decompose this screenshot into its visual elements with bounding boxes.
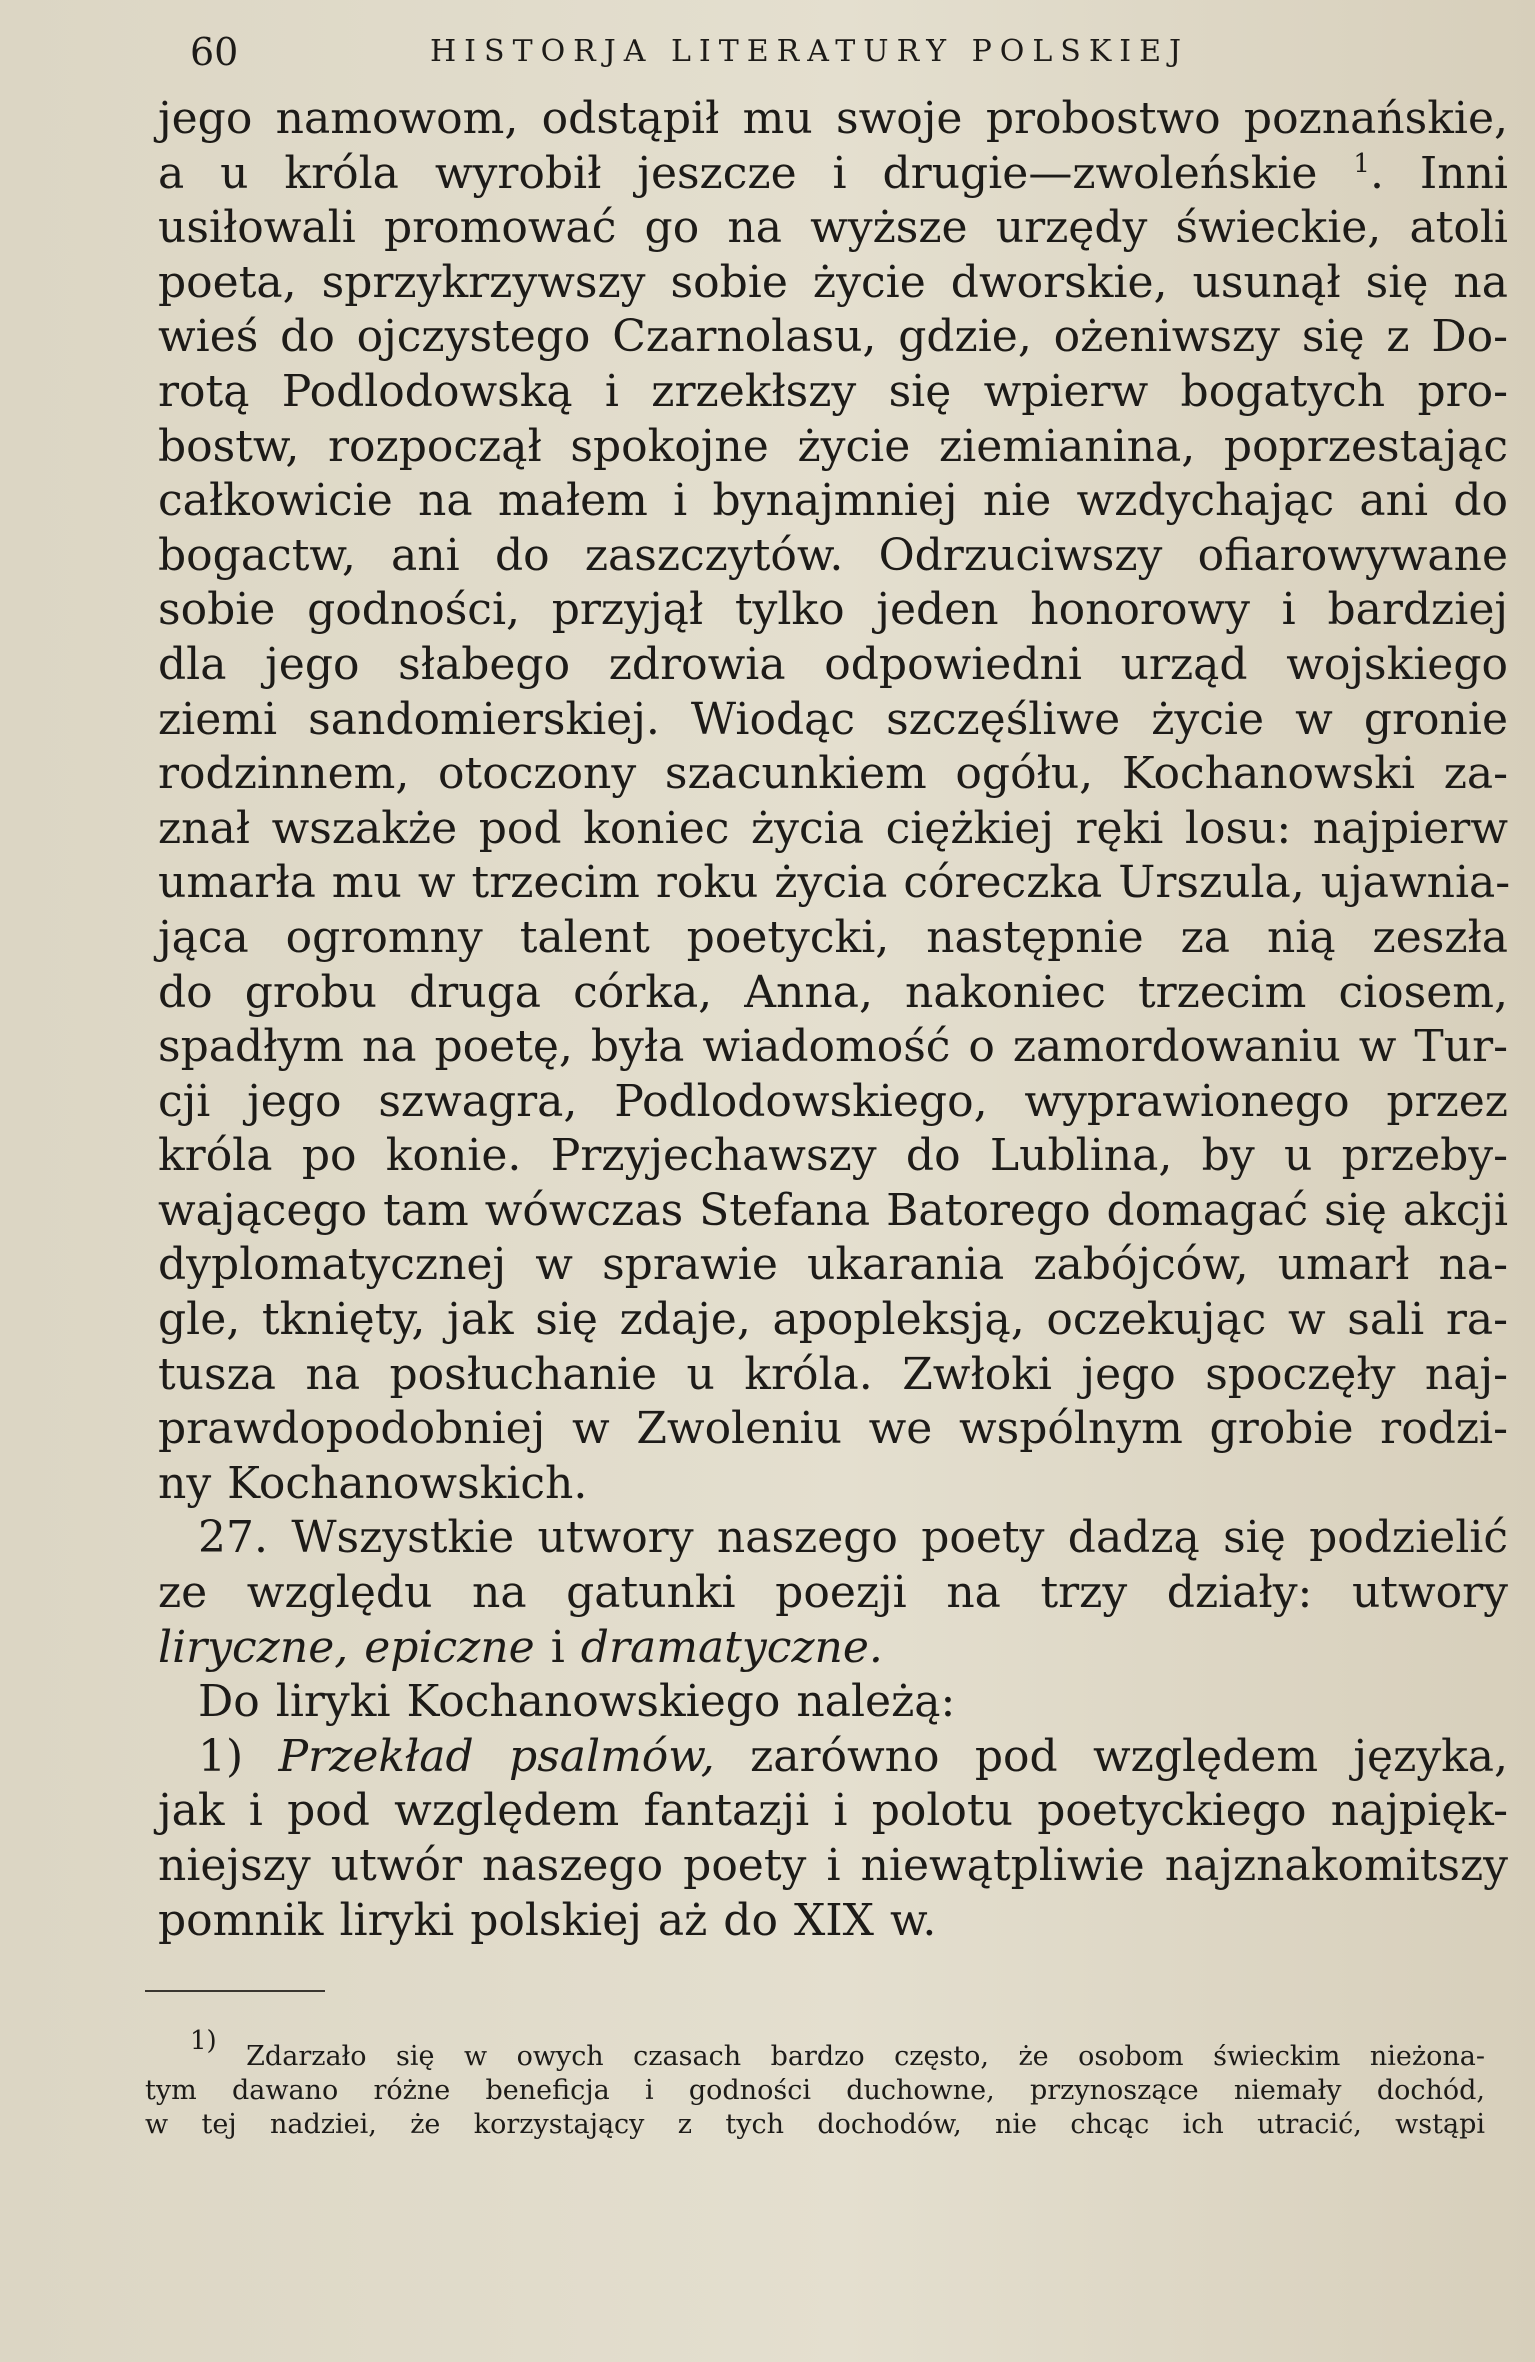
biography-line: jego namowom, odstąpił mu swoje probostwo poznańskie,	[158, 93, 1508, 144]
work-title-psalms: Przekład psalmów,	[278, 1730, 715, 1782]
footnote-line-3: w tej nadziei, że korzystający z tych dochodów, nie chcąc ich utracić, wstąpi	[145, 2109, 1485, 2140]
item-psalms-line-4: pomnik liryki polskiej aż do XIX w.	[158, 1894, 937, 1946]
biography-line: dla jego słabego zdrowia odpowiedni urząd wojskiego	[158, 638, 1508, 690]
footnote-rule	[145, 1990, 325, 1992]
page-number: 60	[190, 30, 239, 74]
footnote-line-2: tym dawano różne beneficja i godności duchowne, przynoszące niemały dochód,	[145, 2075, 1485, 2106]
biography-line: usiłowali promować go na wyższe urzędy świeckie, atoli	[158, 202, 1508, 254]
genre-epic: epiczne	[364, 1621, 535, 1673]
biography-line: tusza na posłuchanie u króla. Zwłoki jego spoczęły naj-	[158, 1348, 1508, 1400]
paragraph-biography	[158, 92, 1511, 1511]
biography-line: ziemi sandomierskiej. Wiodąc szczęśliwe życie w gronie	[158, 693, 1508, 745]
running-title: HISTORJA LITERATURY POLSKIEJ	[430, 34, 1190, 69]
footnote-line-1: $^{1)}$ Zdarzało się w owych czasach bardzo często, że osobom świeckim nieżona-	[190, 2026, 1485, 2072]
biography-line: ny Kochanowskich.	[158, 1457, 588, 1509]
genre-lyric: liryczne,	[158, 1621, 349, 1673]
biography-line: prawdopodobniej w Zwoleniu we wspólnym grobie rodzi-	[158, 1403, 1508, 1455]
biography-line: a u króla wyrobił jeszcze i drugie—zwoleńskie $^1$. Inni	[158, 147, 1508, 199]
paragraph-lyric-intro: Do liryki Kochanowskiego należą:	[198, 1676, 956, 1728]
biography-line: znał wszakże pod koniec życia ciężkiej ręki losu: najpierw	[158, 802, 1508, 854]
footnote-marker: 1)	[190, 2026, 217, 2056]
footnote-reference: 1	[1353, 148, 1370, 179]
biography-line: do grobu druga córka, Anna, nakoniec trzecim ciosem,	[158, 966, 1508, 1018]
biography-line: wającego tam wówczas Stefana Batorego domagać się akcji	[158, 1184, 1509, 1236]
biography-line: sobie godności, przyjął tylko jeden honorowy i bardziej	[158, 584, 1508, 636]
section-number: 27.	[198, 1512, 268, 1564]
genre-dramatic: dramatyczne.	[580, 1621, 883, 1673]
paragraph-works-line-1: 27. Wszystkie utwory naszego poety dadzą się podzielić	[198, 1512, 1508, 1564]
main-text	[158, 92, 1511, 1948]
biography-line: jąca ogromny talent poetycki, następnie za nią zeszła	[158, 911, 1508, 963]
paragraph-works-line-3: liryczne, epiczne i dramatyczne.	[158, 1621, 883, 1673]
item-psalms-line-1: 1) Przekład psalmów, zarówno pod względem języka,	[198, 1730, 1508, 1782]
biography-line: rotą Podlodowską i zrzekłszy się wpierw bogatych pro-	[158, 365, 1508, 417]
biography-line: cji jego szwagra, Podlodowskiego, wyprawionego przez	[158, 1075, 1508, 1127]
biography-line: króla po konie. Przyjechawszy do Lublina, by u przeby-	[158, 1130, 1508, 1182]
biography-line: poeta, sprzykrzywszy sobie życie dworskie, usunął się na	[158, 256, 1508, 308]
biography-line: bostw, rozpoczął spokojne życie ziemianina, poprzestając	[158, 420, 1508, 472]
biography-line: dyplomatycznej w sprawie ukarania zabójców, umarł na-	[158, 1239, 1508, 1291]
biography-line: wieś do ojczystego Czarnolasu, gdzie, ożeniwszy się z Do-	[158, 311, 1508, 363]
item-psalms-line-3: niejszy utwór naszego poety i niewątpliwie najznakomitszy	[158, 1840, 1508, 1891]
page-header	[190, 22, 1390, 82]
biography-line: bogactw, ani do zaszczytów. Odrzuciwszy ofiarowywane	[158, 529, 1508, 581]
biography-line: umarła mu w trzecim roku życia córeczka Urszula, ujawnia-	[158, 857, 1511, 909]
item-marker: 1)	[198, 1730, 244, 1782]
biography-line: gle, tknięty, jak się zdaje, apopleksją, oczekując w sali ra-	[158, 1294, 1508, 1346]
footnote	[145, 2026, 1485, 2142]
biography-line: całkowicie na małem i bynajmniej nie wzdychając ani do	[158, 475, 1508, 527]
paragraph-works-line-2: ze względu na gatunki poezji na trzy działy: utwory	[158, 1567, 1508, 1619]
biography-line: spadłym na poetę, była wiadomość o zamordowaniu w Tur-	[158, 1021, 1508, 1073]
biography-line: rodzinnem, otoczony szacunkiem ogółu, Kochanowski za-	[158, 748, 1508, 800]
item-psalms-line-2: jak i pod względem fantazji i polotu poetyckiego najpięk-	[158, 1785, 1508, 1837]
